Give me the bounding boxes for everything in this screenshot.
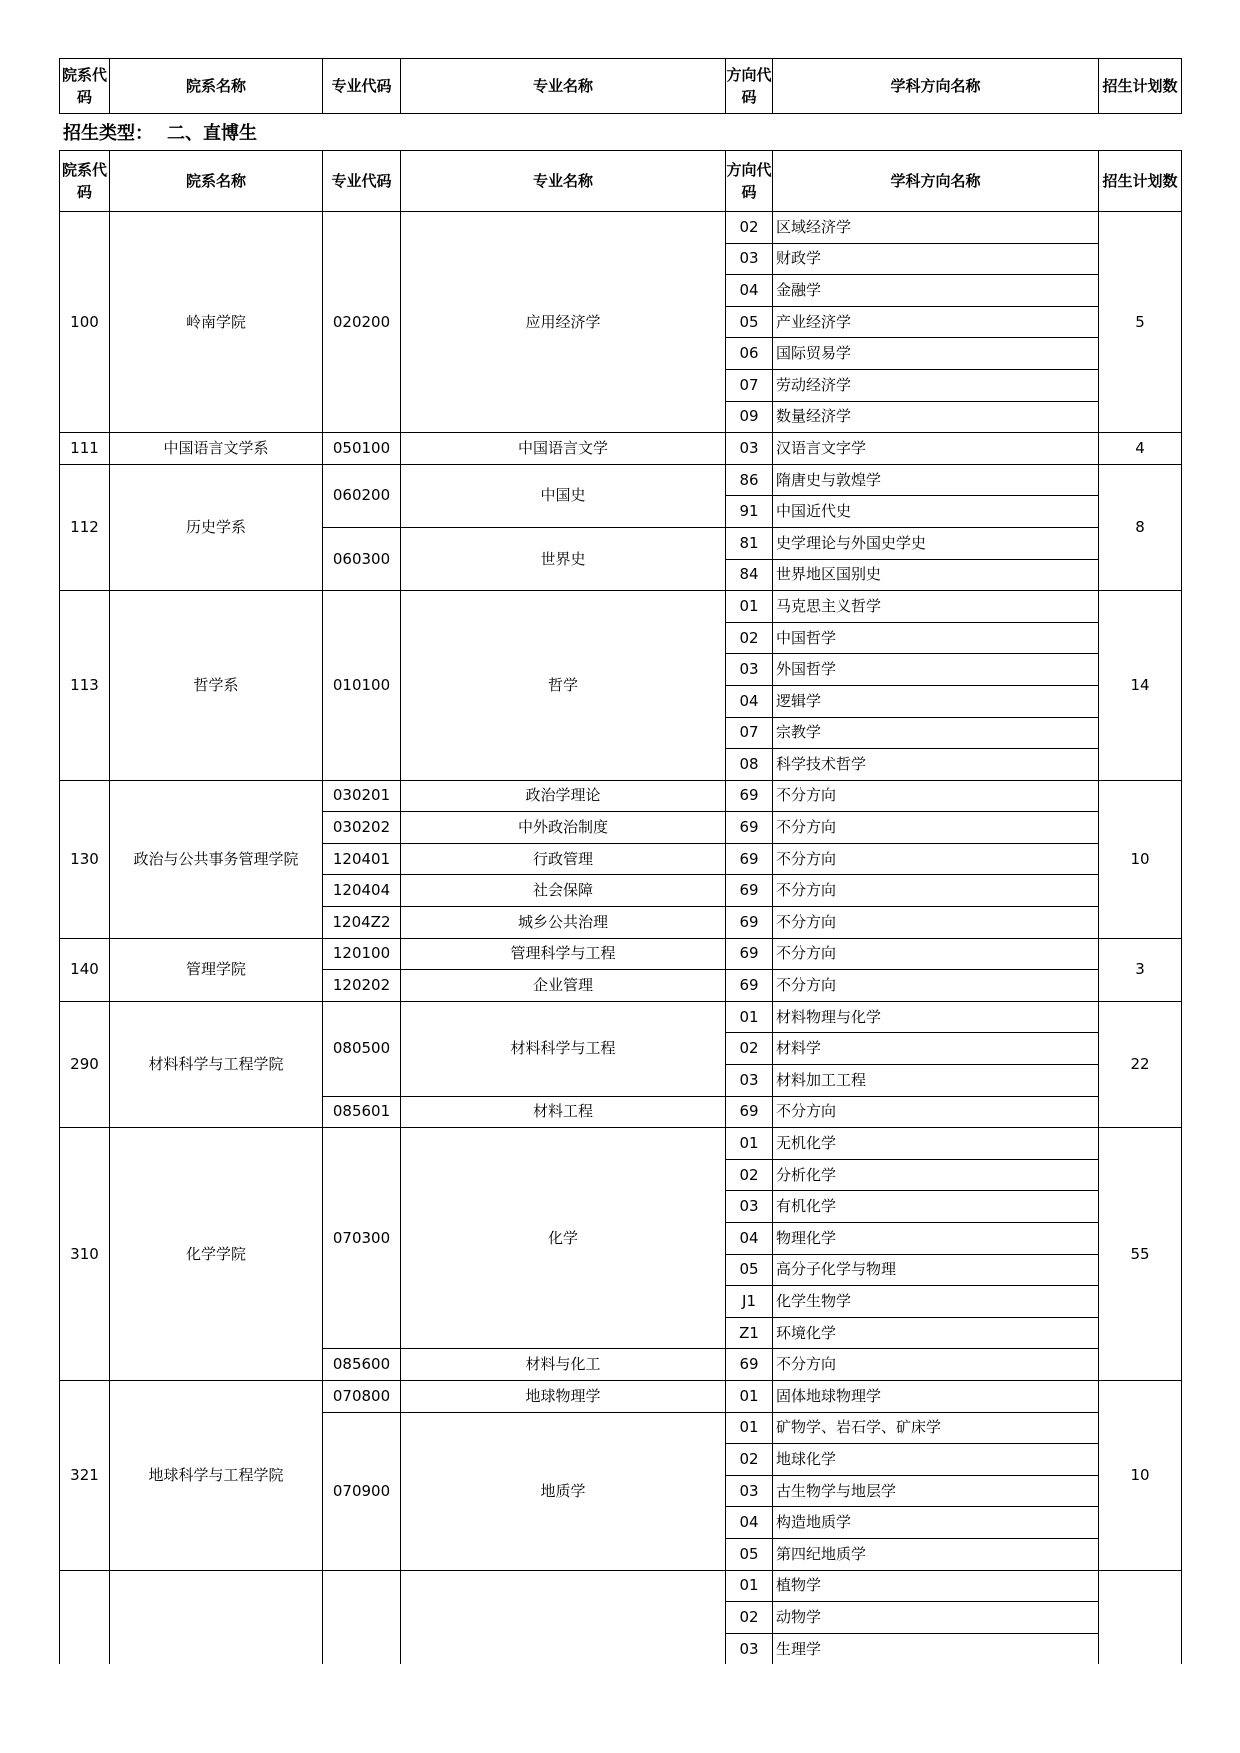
dir-name-cell: 产业经济学: [773, 306, 1099, 338]
dir-code-cell: 69: [726, 875, 773, 907]
major-code-cell: 120100: [323, 938, 401, 970]
major-name-cell: [401, 1570, 726, 1664]
header-dept-code: 院系代码: [60, 151, 110, 212]
dir-name-cell: 环境化学: [773, 1317, 1099, 1349]
dir-code-cell: 02: [726, 1444, 773, 1476]
dir-name-cell: 物理化学: [773, 1223, 1099, 1255]
dir-name-cell: 矿物学、岩石学、矿床学: [773, 1412, 1099, 1444]
dir-code-cell: 01: [726, 591, 773, 623]
enrollment-type-prefix: 招生类型：: [63, 123, 153, 144]
dir-name-cell: 外国哲学: [773, 654, 1099, 686]
dir-name-cell: 不分方向: [773, 843, 1099, 875]
dir-code-cell: 03: [726, 1191, 773, 1223]
dir-code-cell: 02: [726, 1159, 773, 1191]
dir-name-cell: 马克思主义哲学: [773, 591, 1099, 623]
header-dir-code: 方向代码: [726, 59, 773, 114]
dir-code-cell: 69: [726, 970, 773, 1002]
dir-code-cell: 86: [726, 464, 773, 496]
major-name-cell: 中外政治制度: [401, 812, 726, 844]
dir-code-cell: 01: [726, 1001, 773, 1033]
dept-code-cell: [60, 1570, 110, 1664]
table-row: [60, 1570, 1182, 1602]
dir-code-cell: 01: [726, 1412, 773, 1444]
dir-code-cell: 01: [726, 1570, 773, 1602]
dir-code-cell: 69: [726, 907, 773, 939]
table-row: [60, 464, 1182, 496]
header-dir-name: 学科方向名称: [773, 151, 1099, 212]
quota-cell: 4: [1099, 433, 1182, 465]
dir-name-cell: 构造地质学: [773, 1507, 1099, 1539]
quota-cell: [1099, 1570, 1182, 1664]
table-row: [60, 433, 1182, 465]
dept-name-cell: 材料科学与工程学院: [110, 1001, 323, 1127]
major-code-cell: 1204Z2: [323, 907, 401, 939]
dir-code-cell: 04: [726, 1223, 773, 1255]
dir-name-cell: 高分子化学与物理: [773, 1254, 1099, 1286]
dir-name-cell: 财政学: [773, 243, 1099, 275]
header-table: [59, 58, 1182, 114]
dept-code-cell: 111: [60, 433, 110, 465]
major-name-cell: 管理科学与工程: [401, 938, 726, 970]
dir-name-cell: 金融学: [773, 275, 1099, 307]
dir-code-cell: 01: [726, 1128, 773, 1160]
major-name-cell: 社会保障: [401, 875, 726, 907]
major-code-cell: 030201: [323, 780, 401, 812]
dir-name-cell: 固体地球物理学: [773, 1380, 1099, 1412]
dir-code-cell: 07: [726, 717, 773, 749]
major-code-cell: 060200: [323, 464, 401, 527]
dir-name-cell: 材料加工工程: [773, 1065, 1099, 1097]
enrollment-type-label: [59, 114, 1181, 150]
dir-code-cell: 69: [726, 843, 773, 875]
major-name-cell: 材料工程: [401, 1096, 726, 1128]
major-name-cell: 材料与化工: [401, 1349, 726, 1381]
dir-code-cell: 02: [726, 1602, 773, 1634]
dir-code-cell: 81: [726, 527, 773, 559]
dir-name-cell: 史学理论与外国史学史: [773, 527, 1099, 559]
dept-name-cell: 岭南学院: [110, 212, 323, 433]
major-name-cell: 企业管理: [401, 970, 726, 1002]
dir-name-cell: 化学生物学: [773, 1286, 1099, 1318]
dir-name-cell: 劳动经济学: [773, 369, 1099, 401]
table-row: [60, 212, 1182, 244]
header-major-name: 专业名称: [401, 151, 726, 212]
dir-code-cell: 02: [726, 212, 773, 244]
major-code-cell: 080500: [323, 1001, 401, 1096]
dir-code-cell: 01: [726, 1380, 773, 1412]
dir-name-cell: 不分方向: [773, 907, 1099, 939]
major-name-cell: 政治学理论: [401, 780, 726, 812]
dir-code-cell: 69: [726, 780, 773, 812]
table-row: [60, 1128, 1182, 1160]
major-name-cell: 中国史: [401, 464, 726, 527]
dir-code-cell: 03: [726, 243, 773, 275]
dir-name-cell: 植物学: [773, 1570, 1099, 1602]
dir-code-cell: 69: [726, 938, 773, 970]
major-name-cell: 世界史: [401, 527, 726, 590]
dir-code-cell: 69: [726, 1096, 773, 1128]
major-code-cell: 030202: [323, 812, 401, 844]
dir-code-cell: 05: [726, 1538, 773, 1570]
dir-name-cell: 第四纪地质学: [773, 1538, 1099, 1570]
page: [59, 58, 1181, 1664]
dir-name-cell: 不分方向: [773, 938, 1099, 970]
header-dept-name: 院系名称: [110, 59, 323, 114]
quota-cell: 10: [1099, 780, 1182, 938]
dir-name-cell: 汉语言文字学: [773, 433, 1099, 465]
dept-code-cell: 113: [60, 591, 110, 781]
major-name-cell: 城乡公共治理: [401, 907, 726, 939]
dir-code-cell: 03: [726, 1065, 773, 1097]
header-major-code: 专业代码: [323, 59, 401, 114]
quota-cell: 14: [1099, 591, 1182, 781]
dir-name-cell: 古生物学与地层学: [773, 1475, 1099, 1507]
dir-name-cell: 不分方向: [773, 875, 1099, 907]
dir-name-cell: 不分方向: [773, 812, 1099, 844]
dir-code-cell: 69: [726, 812, 773, 844]
dir-code-cell: 04: [726, 685, 773, 717]
major-code-cell: 060300: [323, 527, 401, 590]
dir-name-cell: 不分方向: [773, 780, 1099, 812]
major-name-cell: 地球物理学: [401, 1380, 726, 1412]
dir-name-cell: 地球化学: [773, 1444, 1099, 1476]
dir-name-cell: 区域经济学: [773, 212, 1099, 244]
dept-code-cell: 112: [60, 464, 110, 590]
dept-name-cell: 管理学院: [110, 938, 323, 1001]
quota-cell: 55: [1099, 1128, 1182, 1381]
dir-code-cell: 04: [726, 275, 773, 307]
major-code-cell: 010100: [323, 591, 401, 781]
header-dir-name: 学科方向名称: [773, 59, 1099, 114]
quota-cell: 5: [1099, 212, 1182, 433]
dir-name-cell: 隋唐史与敦煌学: [773, 464, 1099, 496]
quota-cell: 22: [1099, 1001, 1182, 1127]
major-name-cell: 行政管理: [401, 843, 726, 875]
dept-code-cell: 130: [60, 780, 110, 938]
major-code-cell: 050100: [323, 433, 401, 465]
dir-code-cell: 91: [726, 496, 773, 528]
major-code-cell: 085601: [323, 1096, 401, 1128]
dir-name-cell: 数量经济学: [773, 401, 1099, 433]
dir-name-cell: 无机化学: [773, 1128, 1099, 1160]
dir-name-cell: 材料学: [773, 1033, 1099, 1065]
major-name-cell: 材料科学与工程: [401, 1001, 726, 1096]
dept-name-cell: 政治与公共事务管理学院: [110, 780, 323, 938]
dir-name-cell: 不分方向: [773, 1096, 1099, 1128]
dir-name-cell: 分析化学: [773, 1159, 1099, 1191]
header-dept-name: 院系名称: [110, 151, 323, 212]
header-quota: 招生计划数: [1099, 151, 1182, 212]
dir-name-cell: 中国哲学: [773, 622, 1099, 654]
header-dir-code: 方向代码: [726, 151, 773, 212]
major-name-cell: 哲学: [401, 591, 726, 781]
dir-code-cell: 02: [726, 1033, 773, 1065]
dir-name-cell: 不分方向: [773, 970, 1099, 1002]
table-body: [60, 212, 1182, 1665]
dir-name-cell: 不分方向: [773, 1349, 1099, 1381]
quota-cell: 3: [1099, 938, 1182, 1001]
major-code-cell: 070900: [323, 1412, 401, 1570]
major-name-cell: 应用经济学: [401, 212, 726, 433]
dir-code-cell: 04: [726, 1507, 773, 1539]
dir-name-cell: 生理学: [773, 1633, 1099, 1664]
table-row: [60, 591, 1182, 623]
header-major-code: 专业代码: [323, 151, 401, 212]
dir-name-cell: 国际贸易学: [773, 338, 1099, 370]
major-code-cell: 120202: [323, 970, 401, 1002]
dept-name-cell: 化学学院: [110, 1128, 323, 1381]
dir-code-cell: J1: [726, 1286, 773, 1318]
table-header-row: [60, 151, 1182, 212]
dept-name-cell: 历史学系: [110, 464, 323, 590]
quota-cell: 8: [1099, 464, 1182, 590]
dept-name-cell: 哲学系: [110, 591, 323, 781]
dir-code-cell: 84: [726, 559, 773, 591]
dir-code-cell: 05: [726, 1254, 773, 1286]
major-name-cell: 化学: [401, 1128, 726, 1349]
dept-code-cell: 321: [60, 1380, 110, 1570]
major-code-cell: 020200: [323, 212, 401, 433]
table-row: [60, 938, 1182, 970]
dir-name-cell: 世界地区国别史: [773, 559, 1099, 591]
dept-name-cell: 地球科学与工程学院: [110, 1380, 323, 1570]
dir-code-cell: 02: [726, 622, 773, 654]
dir-name-cell: 中国近代史: [773, 496, 1099, 528]
table-row: [60, 780, 1182, 812]
dept-name-cell: [110, 1570, 323, 1664]
table-row: [60, 1001, 1182, 1033]
dir-code-cell: 69: [726, 1349, 773, 1381]
dir-name-cell: 逻辑学: [773, 685, 1099, 717]
dir-code-cell: 08: [726, 749, 773, 781]
major-code-cell: 120404: [323, 875, 401, 907]
quota-cell: 10: [1099, 1380, 1182, 1570]
major-code-cell: 070800: [323, 1380, 401, 1412]
dir-code-cell: Z1: [726, 1317, 773, 1349]
header-major-name: 专业名称: [401, 59, 726, 114]
enrollment-type-value: 二、直博生: [167, 123, 257, 144]
header-row: [60, 59, 1182, 114]
major-code-cell: 085600: [323, 1349, 401, 1381]
admissions-table: [59, 150, 1182, 1664]
dir-code-cell: 09: [726, 401, 773, 433]
major-code-cell: 070300: [323, 1128, 401, 1349]
table-row: [60, 1380, 1182, 1412]
major-code-cell: [323, 1570, 401, 1664]
dir-name-cell: 宗教学: [773, 717, 1099, 749]
dir-name-cell: 有机化学: [773, 1191, 1099, 1223]
dept-code-cell: 290: [60, 1001, 110, 1127]
dir-code-cell: 06: [726, 338, 773, 370]
dept-name-cell: 中国语言文学系: [110, 433, 323, 465]
dir-code-cell: 03: [726, 1633, 773, 1664]
dir-code-cell: 03: [726, 1475, 773, 1507]
dir-code-cell: 03: [726, 654, 773, 686]
dir-code-cell: 05: [726, 306, 773, 338]
dir-code-cell: 07: [726, 369, 773, 401]
header-dept-code: 院系代码: [60, 59, 110, 114]
dir-code-cell: 03: [726, 433, 773, 465]
major-name-cell: 地质学: [401, 1412, 726, 1570]
dir-name-cell: 科学技术哲学: [773, 749, 1099, 781]
dept-code-cell: 100: [60, 212, 110, 433]
dept-code-cell: 310: [60, 1128, 110, 1381]
header-quota: 招生计划数: [1099, 59, 1182, 114]
dept-code-cell: 140: [60, 938, 110, 1001]
major-code-cell: 120401: [323, 843, 401, 875]
major-name-cell: 中国语言文学: [401, 433, 726, 465]
dir-name-cell: 动物学: [773, 1602, 1099, 1634]
dir-name-cell: 材料物理与化学: [773, 1001, 1099, 1033]
